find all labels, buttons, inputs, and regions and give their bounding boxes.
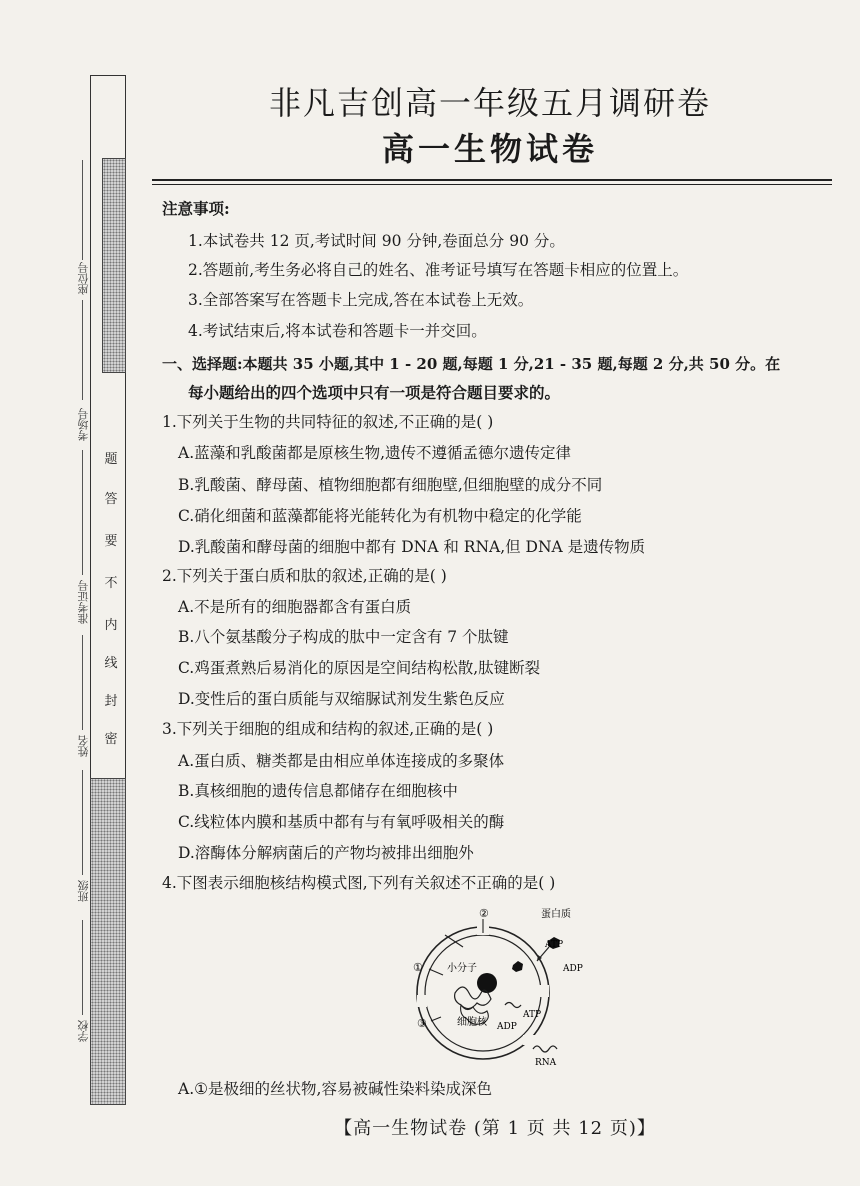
label-2: ② (479, 907, 489, 920)
seat-number-label: 座位号 (77, 262, 90, 295)
question-option: B.八个氨基酸分子构成的肽中一定含有 7 个肽键 (178, 628, 509, 646)
question-option: A.蓝藻和乳酸菌都是原核生物,遗传不遵循孟德尔遗传定律 (178, 444, 572, 462)
question-option: A.不是所有的细胞器都含有蛋白质 (178, 598, 412, 616)
class-line (82, 770, 83, 875)
seal-char: 内 (104, 618, 118, 633)
label-nucleus: 细胞核 (457, 1017, 487, 1028)
pointer-line (431, 1017, 441, 1021)
title-divider (152, 179, 832, 181)
section-heading: 一、选择题:本题共 35 小题,其中 1 - 20 题,每题 1 分,21 - 35 题,每题 2 分,共 50 分。在 (162, 355, 781, 373)
nucleus-diagram (405, 905, 605, 1075)
label-adp-top: ADP (563, 964, 583, 974)
question-option: C.硝化细菌和蓝藻都能将光能转化为有机物中稳定的化学能 (178, 507, 582, 525)
rna-strand (533, 1046, 557, 1052)
question-option: A.蛋白质、糖类都是由相应单体连接成的多聚体 (178, 752, 505, 770)
nucleus-structure-figure (405, 905, 605, 1075)
rna-strand (505, 1003, 521, 1008)
question-stem: 2.下列关于蛋白质和肽的叙述,正确的是( ) (162, 567, 447, 585)
exam-room-label: 考场号 (77, 408, 90, 441)
chromatin (455, 987, 491, 1009)
notice-item: 4.考试结束后,将本试卷和答题卡一并交回。 (188, 322, 487, 340)
question-stem: 3.下列关于细胞的组成和结构的叙述,正确的是( ) (162, 720, 494, 738)
inner-membrane (425, 935, 541, 1051)
seal-char: 密 (104, 732, 118, 747)
label-3: ③ (417, 1017, 427, 1030)
seal-char: 不 (104, 576, 118, 591)
nuclear-pore (417, 995, 427, 1007)
seal-char: 要 (104, 534, 118, 549)
question-stem: 1.下列关于生物的共同特征的叙述,不正确的是( ) (162, 413, 494, 431)
notice-item: 1.本试卷共 12 页,考试时间 90 分钟,卷面总分 90 分。 (188, 232, 565, 250)
pointer-line (429, 969, 443, 975)
school-line (82, 920, 83, 1015)
label-1: ① (413, 961, 423, 974)
protein-particle (512, 961, 523, 972)
binding-strip-shaded-top (102, 158, 126, 373)
class-label: 班级 (77, 880, 90, 902)
exam-room-line (82, 300, 83, 400)
question-option: D.溶酶体分解病菌后的产物均被排出细胞外 (178, 844, 474, 862)
admission-number-line (82, 450, 83, 575)
title-divider (152, 184, 832, 185)
exam-series-title: 非凡吉创高一年级五月调研卷 (268, 84, 711, 122)
question-option: C.线粒体内膜和基质中都有与有氧呼吸相关的酶 (178, 813, 505, 831)
label-rna: RNA (535, 1058, 557, 1068)
notice-heading: 注意事项: (162, 199, 230, 218)
binding-strip-shaded-bottom (90, 778, 126, 1105)
seal-char: 封 (104, 694, 118, 709)
label-atp-bottom: ATP (523, 1010, 542, 1020)
seal-char: 答 (104, 492, 118, 507)
label-protein: 蛋白质 (541, 909, 571, 920)
question-option: C.鸡蛋煮熟后易消化的原因是空间结构松散,肽键断裂 (178, 659, 541, 677)
question-option: D.变性后的蛋白质能与双缩脲试剂发生紫色反应 (178, 690, 505, 708)
question-stem: 4.下图表示细胞核结构模式图,下列有关叙述不正确的是( ) (162, 874, 556, 892)
question-option: A.①是极细的丝状物,容易被碱性染料染成深色 (178, 1080, 492, 1098)
exam-subject-title: 高一生物试卷 (381, 130, 598, 168)
question-option: D.乳酸菌和酵母菌的细胞中都有 DNA 和 RNA,但 DNA 是遗传物质 (178, 538, 646, 556)
nucleolus (477, 973, 497, 993)
admission-number-label: 准考证号 (77, 580, 90, 624)
notice-item: 3.全部答案写在答题卡上完成,答在本试卷上无效。 (188, 291, 534, 309)
nuclear-pore (539, 985, 549, 997)
question-option: B.真核细胞的遗传信息都储存在细胞核中 (178, 782, 458, 800)
name-line (82, 635, 83, 730)
seal-char: 题 (104, 452, 118, 467)
section-heading-cont: 每小题给出的四个选项中只有一项是符合题目要求的。 (188, 383, 561, 402)
label-adp-bottom: ADP (497, 1022, 517, 1032)
label-atp-top: ATP (545, 940, 564, 950)
name-label: 姓名 (77, 735, 90, 757)
seal-char: 线 (104, 656, 118, 671)
page-footer: 【高一生物试卷 (第 1 页 共 12 页)】 (334, 1118, 656, 1139)
seat-number-line (82, 160, 83, 260)
transport-arrow (445, 935, 463, 947)
label-small-molecule: 小分子 (447, 963, 477, 974)
school-label: 学校 (77, 1020, 90, 1042)
nuclear-pore (523, 1035, 535, 1045)
question-option: B.乳酸菌、酵母菌、植物细胞都有细胞壁,但细胞壁的成分不同 (178, 476, 603, 494)
notice-item: 2.答题前,考生务必将自己的姓名、准考证号填写在答题卡相应的位置上。 (188, 261, 689, 279)
